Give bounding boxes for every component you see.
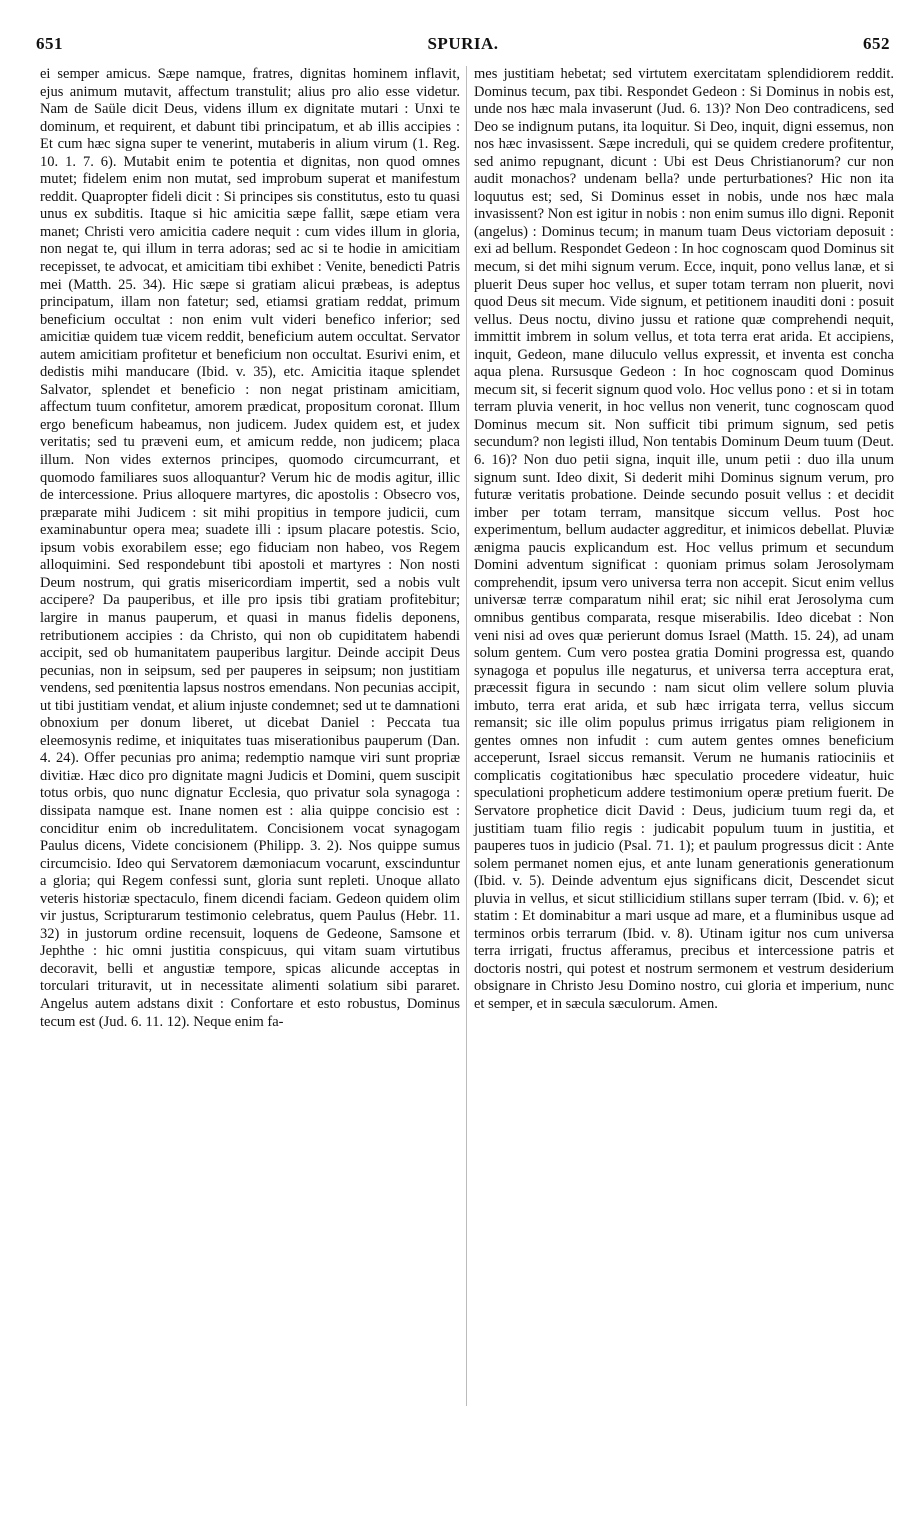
left-text-column <box>40 66 460 1031</box>
right-column-text: mes justitiam hebetat; sed virtutem exercitatam splendidiorem reddit. Dominus tecum, pax tibi. Respondet Gedeon : Si Dominus in nobis est, unde nos hæc mala invaserunt (Jud. 6. 13)? Non Deo contradicens, sed Deo se indignum putans, ita loquitur. Si Deo, inquit, digni essemus, non nos hæc invasissent. Sæpe increduli, qui se quidem credere profitentur, sed animo repugnant, dicunt : Ubi est Deus Christianorum? cur non audit monachos? undenam bella? unde perturbationes? Hic non ita loquutus est; sed, Si Dominus esset in nobis, unde nos hæc mala invasissent? Non est igitur in nobis : non enim sumus illo digni. Reponit (angelus) : Dominus tecum; in manum tuam Deus victoriam deposuit : exi ad bellum. Respondet Gedeon : In hoc cognoscam quod Dominus sit mecum, si det mihi signum verum. Ecce, inquit, pono vellus lanæ, et si pluerit Deus super hoc vellus, et super totam terram non pluerit, novi quod Deus sit mecum. Vide signum, et petitionem inauditi doni : posuit vellus. Deus noctu, divino jussu et ratione quæ comprehendi nequit, immittit imbrem in solum vellus, et tota terra erat arida. Et accipiens, inquit, Gedeon, mane diluculo vellus expressit, et inventa est concha aqua plena. Rursusque Gedeon : In hoc cognoscam quod Dominus mecum sit, si fecerit signum quod volo. Hoc vellus pono : et si in totam terram pluvia venerit, in hoc vellus non venerit, tunc cognoscam quod Dominus mecum sit. Non sufficit tibi primum signum, sed petis secundum? non legisti illud, Non tentabis Dominum Deum tuum (Deut. 6. 16)? Non duo petii signa, inquit ille, unum petii : duo illa unum signum sunt. Ideo dixit, Si dederit mihi Dominus signum verum, pro futuræ veritatis probatione. Deinde secundo posuit vellus : et decidit imber per totam terram, mansitque siccum vellus. Post hoc experimentum, bellum audacter aggreditur, et inimicos debellat. Pluviæ ænigma paucis explicandum est. Hoc vellus primum et secundum Domini adventum significat : quoniam primus solam Jerosolymam comprehendit, ipsum vero universa terra non accepit. Sicut enim vellus universæ terræ comparatum nihil erat; sic nihil erat Jerosolyma cum omnibus gentibus comparata, resque miserabilis. Ideo dicebat : Non veni nisi ad oves quæ perierunt domus Israel (Matth. 15. 24), ad unam solum gentem. Cum vero postea gratia Domini progressa est, quando synagoga et populus ille negaturus, et universa terra acceptura erat, præcessit figura in secundo : nam sicut olim vellere solum pluvia imbuto, terra erat arida, et sub hæc irrigata terra, vellus siccum remansit; sic ille olim populus primus irrigatus piam religionem in gentes omnes non infudit : cum autem gentes omnes beneficium acceperunt, Israel siccus remansit. Verum ne humanis ratiociniis et complicatis cogitationibus hæc speculatio procedere videatur, huic speculationi propheticum addere testimonium operæ pretium fuerit. De Servatore prophetice dicit David : Deus, judicium tuum regi da, et justitiam tuam filio regis : judicabit populum tuum in justitia, et pauperes tuos in judicio (Psal. 71. 1); et paulum progressus dicit : Ante solem permanet nomen ejus, et ante lunam generationis generationum (Ibid. v. 5). Deinde adventum ejus significans dicit, Descendet sicut pluvia in vellus, et sicut stillicidium stillans super terram (Ibid. v. 6); et statim : Et dominabitur a mari usque ad mare, et a fluminibus usque ad terminos orbis terrarum (Ibid. v. 8). Utinam igitur nos cum universa terra irrigati, fructus afferamus, precibus et intercessione patris et doctoris nostri, qui potest et nostrum sermonem et vestrum desiderium obsignare in Christo Jesu Domino nostro, cui gloria et imperium, nunc et semper, et in sæcula sæculorum. Amen. <box>474 66 894 1012</box>
page-header <box>36 34 890 60</box>
left-column-text: ei semper amicus. Sæpe namque, fratres, dignitas hominem inflavit, ejus animum mutavit, affectum transtulit; alius pro alio esse videtur. Nam de Saüle dicit Deus, videns illum ex dignitate mutari : Unxi te dominum, et requirent, et dabunt tibi principatum, et ab illis accipies : Et cum hæc signa super te venerint, mutaberis in alium virum (1. Reg. 10. 1. 7. 6). Mutabit enim te potentia et dignitas, non quod omnes mutet; fidelem enim non mutat, sed improbum superat et manifestum reddit. Quapropter fideli dicit : Si principes sis constitutus, esto tu quasi unus ex subditis. Itaque si hic amicitia sæpe fallit, sæpe etiam vera manet; Christi vero amicitia cadere nequit : cum vides illum in gloria, non negat te, qui illum in terra adoras; sed ac si te hodie in amicitiam recepisset, te advocat, et amicitiam tibi exhibet : Venite, benedicti Patris mei (Matth. 25. 34). Hic sæpe si gratiam alicui præbeas, is adeptus principatum, illam non fatetur; sed, etiamsi gratiam reddat, primum beneficium occultat : non enim vult videri benefico inferior; sed amicitiæ quidem tuæ vicem reddit, beneficium autem occultat. Servator autem amicitiam profitetur et beneficium non occultat. Esurivi enim, et dedistis mihi manducare (Ibid. v. 35), etc. Amicitia itaque splendet Salvator, splendet et beneficio : non negat pristinam amicitiam, affectum tuum confitetur, amorem prædicat, propositum coronat. Illum ergo beneficum habeamus, non judicem. Judex quidem est, et judex veritatis; sed tu præveni eum, et amicum redde, non judicem; placa illum. Non vides externos principes, quomodo circumcurrant, et quomodo familiares suos alloquantur? Verum hic de modis agitur, illic de intercessione. Prius alloquere martyres, dic apostolis : Obsecro vos, præparate mihi Judicem : sit mihi propitius in tempore judicii, cum examinabuntur opera mea; suadete illi : ipsum placare potestis. Scio, ipsum vobis exorabilem esse; ego fiduciam non habeo, vos Regem alloquimini. Sed respondebunt tibi apostoli et martyres : Non nosti Deum nostrum, qui gratis misericordiam impertit, sed a nobis vult accipere? Da pauperibus, et ille pro ipsis tibi gratiam profitebitur; largire in manus pauperum, et quasi in manus fidelis deponens, retributionem accipies : da Christo, qui non ob cupiditatem habendi accipit, sed ob humanitatem pauperibus largitur. Deinde accipit Deus pecunias, non in seipsum, sed per pauperes in seipsum; non justitiam vendens, sed pœnitentia lapsus nostros emendans. Non pecunias accipit, ut tibi justitiam vendat, et alium injuste condemnet; sed ut te damnationi obnoxium per donum liberet, ut dicebat Daniel : Peccata tua eleemosynis redime, et iniquitates tuas miserationibus pauperum (Dan. 4. 24). Offer pecunias pro anima; redemptio namque viri sunt propriæ divitiæ. Hæc dico pro dignitate magni Judicis et Domini, quem suscipit totus orbis, quo nunc dignatur Ecclesia, quo privatur sola synagoga : dissipata namque est. Inane nomen est : alia quippe concisio est : conciditur enim ob incredulitatem. Concisionem vocat synagogam Paulus dicens, Videte concisionem (Philipp. 3. 2). Nos quippe sumus circumcisio. Ideo qui Servatorem dæmoniacum vocarunt, exscinduntur a gloria; qui Regem confessi sunt, gloria sunt repleti. Unoque allato veteris historiæ spectaculo, finem dicendi faciam. Gedeon quidem olim vir justus, Scripturarum testimonio celebratus, quem Paulus (Hebr. 11. 32) in justorum ordine recensuit, loquens de Gedeone, Samsone et Jephthe : hic omni justitia conspicuus, qui vitam suam virtutibus decoravit, belli et angustiæ tempore, spicas alicunde acceptas in torculari trituravit, ut in necessitate alimenti solatium sibi pararet. Angelus autem adstans dixit : Confortare et esto robustus, Dominus tecum est (Jud. 6. 11. 12). Neque enim fa- <box>40 66 460 1030</box>
right-text-column <box>474 66 894 1014</box>
left-page-number: 651 <box>36 34 63 53</box>
right-page-number: 652 <box>863 34 890 53</box>
running-title: SPURIA. <box>427 34 499 53</box>
column-divider <box>466 66 467 1406</box>
